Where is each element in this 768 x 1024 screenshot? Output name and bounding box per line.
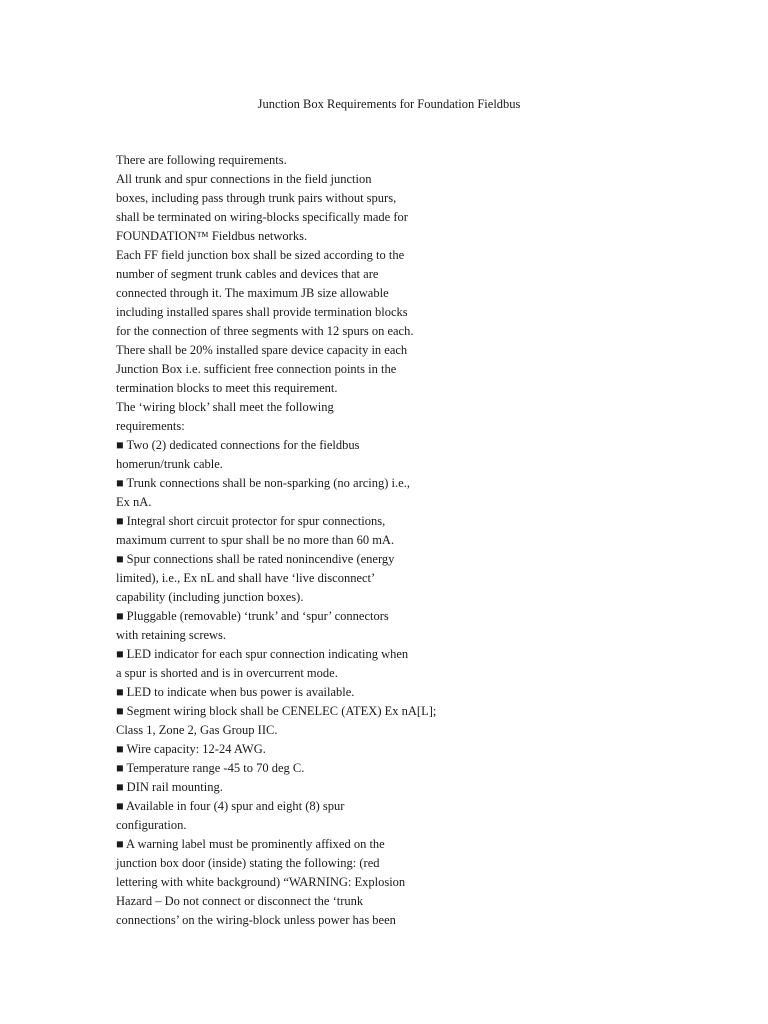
text-line: limited), i.e., Ex nL and shall have ‘live disconnect’ <box>116 571 376 585</box>
document-body <box>116 151 476 930</box>
text-line: ■ Temperature range -45 to 70 deg C. <box>116 761 305 775</box>
text-line: junction box door (inside) stating the following: (red <box>116 856 380 870</box>
text-line: The ‘wiring block’ shall meet the following <box>116 400 334 414</box>
text-line: ■ Spur connections shall be rated nonincendive (energy <box>116 552 395 566</box>
text-line: capability (including junction boxes). <box>116 590 304 604</box>
text-line: There are following requirements. <box>116 153 287 167</box>
text-line: Class 1, Zone 2, Gas Group IIC. <box>116 723 278 737</box>
text-line: Junction Box i.e. sufficient free connection points in the <box>116 362 397 376</box>
text-line: with retaining screws. <box>116 628 227 642</box>
text-line: ■ Two (2) dedicated connections for the fieldbus <box>116 438 360 452</box>
text-line: ■ Pluggable (removable) ‘trunk’ and ‘spur’ connectors <box>116 609 389 623</box>
text-line: FOUNDATION™ Fieldbus networks. <box>116 229 308 243</box>
text-line: homerun/trunk cable. <box>116 457 223 471</box>
text-line: ■ A warning label must be prominently affixed on the <box>116 837 385 851</box>
text-line: a spur is shorted and is in overcurrent mode. <box>116 666 338 680</box>
text-line: maximum current to spur shall be no more than 60 mA. <box>116 533 395 547</box>
text-line: number of segment trunk cables and devices that are <box>116 267 379 281</box>
text-line: ■ Trunk connections shall be non-sparking (no arcing) i.e., <box>116 476 410 490</box>
text-line: termination blocks to meet this requirement. <box>116 381 338 395</box>
document-title: Junction Box Requirements for Foundation Fieldbus <box>257 97 521 111</box>
text-line: ■ Integral short circuit protector for spur connections, <box>116 514 386 528</box>
text-line: ■ LED to indicate when bus power is available. <box>116 685 355 699</box>
text-line: All trunk and spur connections in the field junction <box>116 172 372 186</box>
text-line: boxes, including pass through trunk pairs without spurs, <box>116 191 397 205</box>
text-line: ■ DIN rail mounting. <box>116 780 223 794</box>
text-line: including installed spares shall provide termination blocks <box>116 305 408 319</box>
text-line: Hazard – Do not connect or disconnect the ‘trunk <box>116 894 364 908</box>
text-line: ■ LED indicator for each spur connection indicating when <box>116 647 409 661</box>
text-line: connections’ on the wiring-block unless power has been <box>116 913 396 927</box>
text-line: configuration. <box>116 818 187 832</box>
text-line: lettering with white background) “WARNING: Explosion <box>116 875 406 889</box>
text-line: Each FF field junction box shall be sized according to the <box>116 248 405 262</box>
text-line: ■ Wire capacity: 12-24 AWG. <box>116 742 266 756</box>
text-line: shall be terminated on wiring-blocks specifically made for <box>116 210 408 224</box>
text-line: connected through it. The maximum JB size allowable <box>116 286 389 300</box>
text-line: for the connection of three segments with 12 spurs on each. <box>116 324 414 338</box>
text-line: ■ Available in four (4) spur and eight (8) spur <box>116 799 345 813</box>
text-line: ■ Segment wiring block shall be CENELEC (ATEX) Ex nA[L]; <box>116 704 437 718</box>
text-line: requirements: <box>116 419 185 433</box>
text-line: Ex nA. <box>116 495 152 509</box>
text-line: There shall be 20% installed spare device capacity in each <box>116 343 408 357</box>
